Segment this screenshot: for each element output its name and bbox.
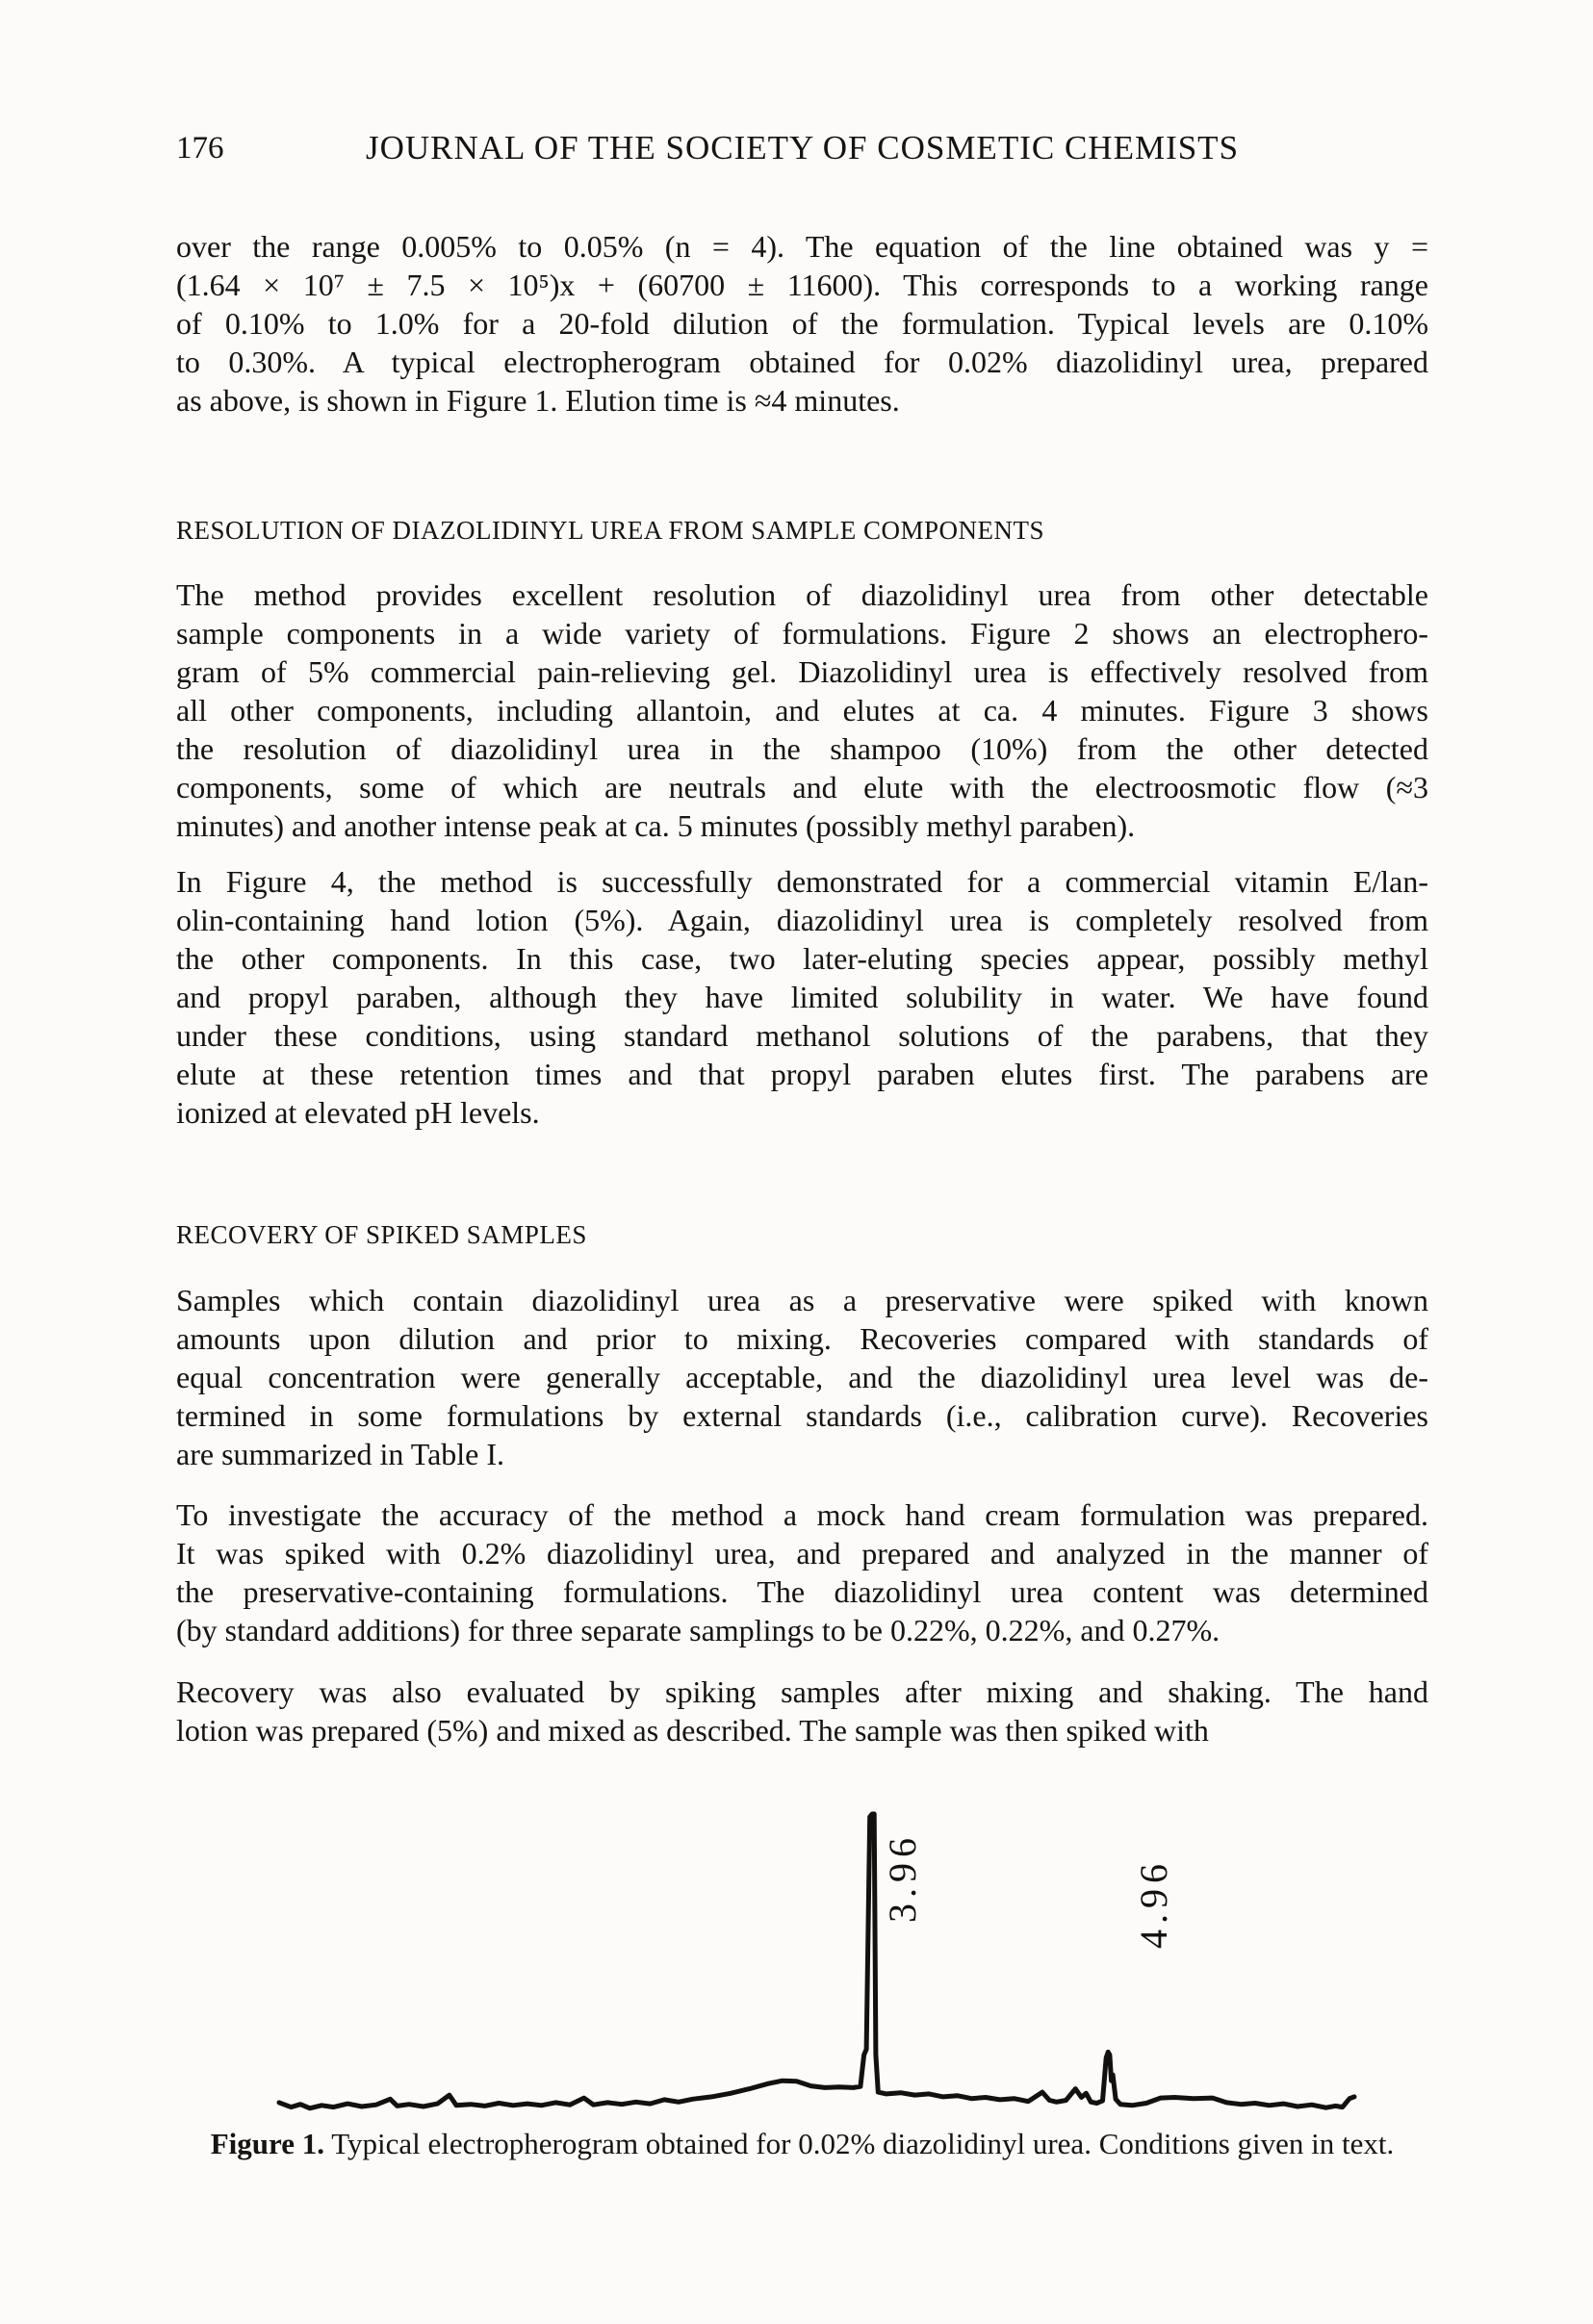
- text-line: In Figure 4, the method is successfully demonstrated for a commercial vitamin E/lan-: [176, 864, 1428, 899]
- paragraph-resolution-2: [176, 862, 1428, 1132]
- paragraph-recovery-2: [176, 1495, 1428, 1649]
- text-line: as above, is shown in Figure 1. Elution time is ≈4 minutes.: [176, 383, 900, 418]
- text-line: amounts upon dilution and prior to mixing. Recoveries compared with standards of: [176, 1321, 1428, 1356]
- text-line: gram of 5% commercial pain-relieving gel. Diazolidinyl urea is effectively resolved from: [176, 654, 1428, 689]
- text-line: lotion was prepared (5%) and mixed as described. The sample was then spiked with: [176, 1713, 1209, 1748]
- text-line: of 0.10% to 1.0% for a 20-fold dilution of the formulation. Typical levels are 0.10%: [176, 306, 1428, 341]
- paragraph-resolution-1: [176, 575, 1428, 845]
- peak-retention-time-label: 4.96: [1132, 1858, 1175, 1949]
- paragraph-recovery-3: [176, 1673, 1428, 1749]
- text-line: termined in some formulations by external standards (i.e., calibration curve). Recoveries: [176, 1398, 1428, 1433]
- peak-retention-time-label: 3.96: [881, 1832, 924, 1923]
- text-line: the resolution of diazolidinyl urea in the shampoo (10%) from the other detected: [176, 731, 1428, 766]
- text-line: under these conditions, using standard methanol solutions of the parabens, that they: [176, 1018, 1428, 1053]
- figure-caption: [176, 2125, 1428, 2163]
- text-line: It was spiked with 0.2% diazolidinyl urea, and prepared and analyzed in the manner of: [176, 1536, 1428, 1571]
- text-line: Recovery was also evaluated by spiking samples after mixing and shaking. The hand: [176, 1674, 1428, 1709]
- electropherogram-trace: [279, 1814, 1354, 2108]
- text-line: the other components. In this case, two later-eluting species appear, possibly methyl: [176, 941, 1428, 976]
- text-line: components, some of which are neutrals and elute with the electroosmotic flow (≈3: [176, 770, 1428, 804]
- text-line: The method provides excellent resolution of diazolidinyl urea from other detectable: [176, 577, 1428, 612]
- text-line: sample components in a wide variety of formulations. Figure 2 shows an electrophero-: [176, 616, 1428, 651]
- text-line: to 0.30%. A typical electropherogram obtained for 0.02% diazolidinyl urea, prepared: [176, 345, 1428, 379]
- section-heading-resolution: RESOLUTION OF DIAZOLIDINYL UREA FROM SAMPLE COMPONENTS: [176, 516, 1045, 545]
- journal-title: JOURNAL OF THE SOCIETY OF COSMETIC CHEMISTS: [365, 129, 1240, 166]
- paragraph-recovery-1: [176, 1281, 1428, 1473]
- text-line: minutes) and another intense peak at ca. 5 minutes (possibly methyl paraben).: [176, 808, 1136, 843]
- section-heading-recovery: RECOVERY OF SPIKED SAMPLES: [176, 1220, 587, 1249]
- text-line: elute at these retention times and that propyl paraben elutes first. The parabens are: [176, 1057, 1428, 1091]
- text-line: are summarized in Table I.: [176, 1437, 505, 1471]
- text-line: over the range 0.005% to 0.05% (n = 4). The equation of the line obtained was y =: [176, 229, 1428, 264]
- figure-caption-text: Typical electropherogram obtained for 0.02% diazolidinyl urea. Conditions given in text.: [331, 2127, 1395, 2160]
- paragraph-calibration-range: [176, 227, 1428, 420]
- text-line: equal concentration were generally acceptable, and the diazolidinyl urea level was de-: [176, 1360, 1428, 1394]
- page-number: 176: [176, 131, 224, 166]
- text-line: and propyl paraben, although they have limited solubility in water. We have found: [176, 980, 1428, 1014]
- figure-caption-label: Figure 1.: [210, 2127, 324, 2160]
- text-line: the preservative-containing formulations. The diazolidinyl urea content was determined: [176, 1574, 1428, 1609]
- text-line: all other components, including allantoin, and elutes at ca. 4 minutes. Figure 3 shows: [176, 693, 1428, 728]
- text-line: (1.64 × 10⁷ ± 7.5 × 10⁵)x + (60700 ± 11600). This corresponds to a working range: [176, 268, 1428, 302]
- text-line: Samples which contain diazolidinyl urea as a preservative were spiked with known: [176, 1283, 1428, 1317]
- text-line: ionized at elevated pH levels.: [176, 1095, 540, 1130]
- text-line: To investigate the accuracy of the method a mock hand cream formulation was prepared.: [176, 1497, 1428, 1532]
- text-line: olin-containing hand lotion (5%). Again, diazolidinyl urea is completely resolved from: [176, 903, 1428, 937]
- text-line: (by standard additions) for three separate samplings to be 0.22%, 0.22%, and 0.27%.: [176, 1613, 1220, 1647]
- page-header: [176, 127, 1428, 169]
